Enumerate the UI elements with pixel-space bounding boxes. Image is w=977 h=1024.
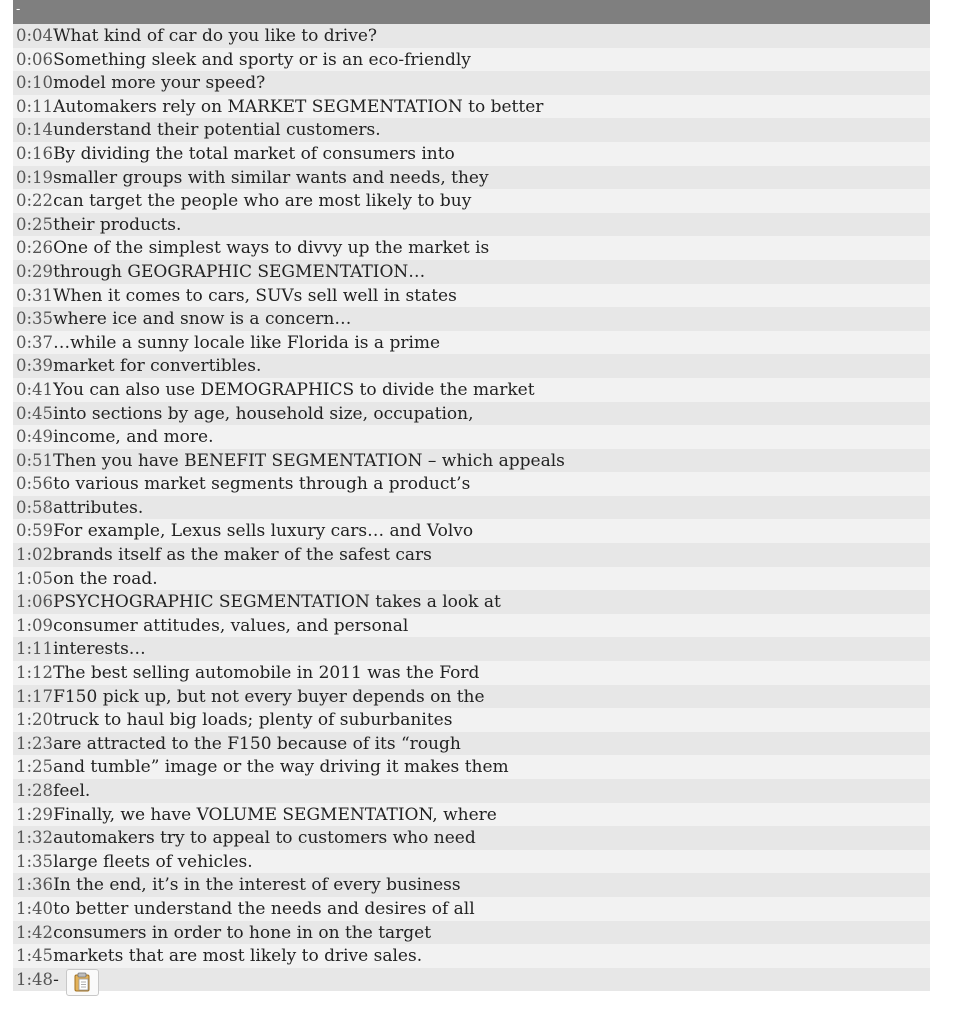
transcript-row[interactable] <box>13 402 930 426</box>
timestamp: 0:11 <box>16 96 54 116</box>
caption-text: By dividing the total market of consumers into <box>53 143 455 164</box>
timestamp: 1:36 <box>16 875 54 895</box>
transcript-row[interactable] <box>13 472 930 496</box>
timestamp: 1:32 <box>16 828 54 848</box>
transcript-row[interactable] <box>13 425 930 449</box>
timestamp: 0:49 <box>16 427 54 447</box>
transcript-row[interactable] <box>13 637 930 661</box>
transcript-row[interactable] <box>13 968 930 992</box>
timestamp: 0:04 <box>16 26 54 45</box>
caption-text: Something sleek and sporty or is an eco-friendly <box>53 49 471 70</box>
caption-text: attributes. <box>53 497 144 518</box>
transcript-row[interactable] <box>13 331 930 355</box>
timestamp: 1:20 <box>16 710 54 730</box>
caption-text: are attracted to the F150 because of its “rough <box>53 733 461 754</box>
transcript-row[interactable] <box>13 779 930 803</box>
transcript-row[interactable] <box>13 567 930 591</box>
timestamp: 1:09 <box>16 615 54 635</box>
transcript-row[interactable] <box>13 897 930 921</box>
caption-text: can target the people who are most likely to buy <box>53 191 472 212</box>
caption-text: In the end, it’s in the interest of every business <box>53 875 461 896</box>
transcript-row[interactable] <box>13 685 930 709</box>
transcript-row[interactable] <box>13 378 930 402</box>
caption-text: smaller groups with similar wants and needs, they <box>53 167 489 188</box>
transcript-row[interactable] <box>13 921 930 945</box>
timestamp: 1:11 <box>16 639 54 659</box>
caption-text: What kind of car do you like to drive? <box>53 26 377 46</box>
transcript-row[interactable] <box>13 496 930 520</box>
timestamp: 1:45 <box>16 946 54 966</box>
timestamp: 0:45 <box>16 403 54 423</box>
transcript-row[interactable] <box>13 48 930 72</box>
caption-text: The best selling automobile in 2011 was the Ford <box>53 663 480 684</box>
caption-text: their products. <box>53 214 182 235</box>
timestamp: 0:16 <box>16 143 54 163</box>
timestamp: 0:59 <box>16 521 54 541</box>
caption-text: One of the simplest ways to divvy up the market is <box>53 238 490 259</box>
caption-text: where ice and snow is a concern… <box>53 309 352 330</box>
caption-text: - <box>53 969 59 990</box>
caption-text: markets that are most likely to drive sales. <box>53 946 423 967</box>
caption-text: consumers in order to hone in on the target <box>53 922 432 943</box>
transcript-row[interactable] <box>13 142 930 166</box>
timestamp: 1:12 <box>16 663 54 683</box>
caption-text: to various market segments through a product’s <box>53 474 471 495</box>
caption-text: F150 pick up, but not every buyer depends on the <box>53 686 485 707</box>
caption-text: and tumble” image or the way driving it makes them <box>53 757 509 778</box>
timestamp: 0:06 <box>16 49 54 69</box>
transcript-row[interactable] <box>13 449 930 473</box>
timestamp: 0:58 <box>16 497 54 517</box>
transcript-rows <box>13 24 930 991</box>
timestamp: 0:31 <box>16 285 54 305</box>
transcript-row[interactable] <box>13 95 930 119</box>
timestamp: 1:40 <box>16 898 54 918</box>
table-header-row <box>13 0 930 24</box>
timestamp: 0:22 <box>16 191 54 211</box>
timestamp: 0:41 <box>16 379 54 399</box>
transcript-row[interactable] <box>13 24 930 48</box>
transcript-row[interactable] <box>13 850 930 874</box>
transcript-row[interactable] <box>13 166 930 190</box>
timestamp: 0:35 <box>16 309 54 329</box>
caption-text: through GEOGRAPHIC SEGMENTATION… <box>53 261 426 282</box>
transcript-row[interactable] <box>13 189 930 213</box>
caption-text: You can also use DEMOGRAPHICS to divide the market <box>53 379 535 400</box>
timestamp: 1:48 <box>16 969 54 989</box>
timestamp: 0:29 <box>16 261 54 281</box>
transcript-table <box>13 0 930 991</box>
transcript-row[interactable] <box>13 71 930 95</box>
transcript-row[interactable] <box>13 213 930 237</box>
transcript-row[interactable] <box>13 614 930 638</box>
caption-text: Automakers rely on MARKET SEGMENTATION to better <box>53 96 544 117</box>
transcript-row[interactable] <box>13 803 930 827</box>
transcript-row[interactable] <box>13 543 930 567</box>
caption-text: PSYCHOGRAPHIC SEGMENTATION takes a look at <box>53 592 501 613</box>
transcript-row[interactable] <box>13 873 930 897</box>
caption-text: on the road. <box>53 568 158 589</box>
timestamp: 0:26 <box>16 238 54 258</box>
timestamp: 0:25 <box>16 214 54 234</box>
caption-text: model more your speed? <box>53 73 266 94</box>
timestamp: 1:17 <box>16 686 54 706</box>
timestamp: 0:19 <box>16 167 54 187</box>
caption-text: truck to haul big loads; plenty of suburbanites <box>53 710 453 731</box>
transcript-row[interactable] <box>13 944 930 968</box>
caption-text: Finally, we have VOLUME SEGMENTATION, where <box>53 804 497 825</box>
transcript-row[interactable] <box>13 284 930 308</box>
caption-text: to better understand the needs and desires of all <box>53 898 475 919</box>
timestamp: 1:42 <box>16 922 54 942</box>
timestamp: 1:25 <box>16 757 54 777</box>
transcript-row[interactable] <box>13 307 930 331</box>
caption-text: large fleets of vehicles. <box>53 851 253 872</box>
timestamp: 0:14 <box>16 120 54 140</box>
transcript-row[interactable] <box>13 732 930 756</box>
transcript-row[interactable] <box>13 118 930 142</box>
clipboard-icon[interactable] <box>66 969 99 996</box>
transcript-row[interactable] <box>13 519 930 543</box>
caption-text: interests… <box>53 639 146 660</box>
caption-text: consumer attitudes, values, and personal <box>53 615 409 636</box>
timestamp: 0:39 <box>16 356 54 376</box>
timestamp: 1:05 <box>16 568 54 588</box>
timestamp: 1:06 <box>16 592 54 612</box>
timestamp: 1:02 <box>16 545 54 565</box>
transcript-row[interactable] <box>13 260 930 284</box>
timestamp: 1:29 <box>16 804 54 824</box>
timestamp: 1:35 <box>16 851 54 871</box>
caption-text: When it comes to cars, SUVs sell well in states <box>53 285 457 306</box>
transcript-row[interactable] <box>13 236 930 260</box>
timestamp: 1:23 <box>16 733 54 753</box>
transcript-row[interactable] <box>13 354 930 378</box>
caption-text: feel. <box>53 781 91 801</box>
transcript-row[interactable] <box>13 708 930 732</box>
timestamp: 0:56 <box>16 474 54 494</box>
caption-text: into sections by age, household size, occupation, <box>53 403 474 424</box>
caption-text: brands itself as the maker of the safest cars <box>53 545 432 566</box>
timestamp: 0:37 <box>16 332 54 352</box>
caption-text: income, and more. <box>53 427 214 448</box>
transcript-row[interactable] <box>13 590 930 614</box>
timestamp: 1:28 <box>16 781 54 800</box>
caption-text: understand their potential customers. <box>53 120 381 141</box>
transcript-row[interactable] <box>13 826 930 850</box>
timestamp: 0:10 <box>16 73 54 93</box>
timestamp: 0:51 <box>16 450 54 470</box>
caption-text: automakers try to appeal to customers who need <box>53 828 476 849</box>
caption-text: …while a sunny locale like Florida is a prime <box>53 332 441 353</box>
caption-text: Then you have BENEFIT SEGMENTATION – which appeals <box>53 450 565 471</box>
header-label: - <box>16 1 21 16</box>
transcript-row[interactable] <box>13 755 930 779</box>
caption-text: market for convertibles. <box>53 356 262 377</box>
caption-text: For example, Lexus sells luxury cars… and Volvo <box>53 521 474 542</box>
transcript-row[interactable] <box>13 661 930 685</box>
